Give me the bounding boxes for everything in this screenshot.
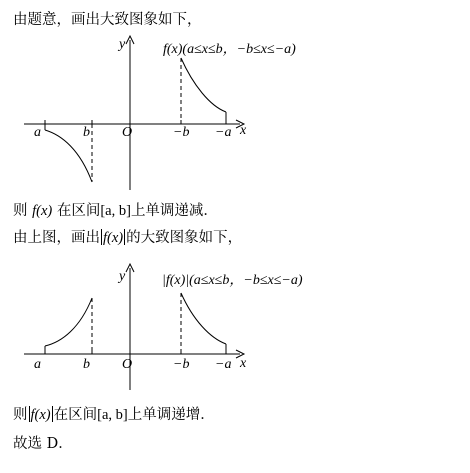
- label-x: x: [240, 356, 247, 371]
- text-line-intro: 由题意，画出大致图象如下，: [13, 12, 202, 28]
- text-line-abs-intro: 由上图，画出 f(x) 的大致图象如下，: [13, 230, 243, 246]
- tick-label-neg-b: −b: [173, 125, 190, 140]
- curve-right: [181, 293, 226, 344]
- tick-label-a: a: [34, 357, 41, 372]
- tick-label-b: b: [83, 357, 90, 372]
- text-line-decreasing: 则 f(x) 在区间[a, b]上单调递减．: [13, 203, 218, 219]
- text-line-increasing: 则 f(x) 在区间[a, b]上单调递增．: [13, 407, 215, 423]
- label-origin: O: [122, 125, 133, 140]
- tick-label-b: b: [83, 125, 90, 140]
- tick-label-neg-b: −b: [173, 357, 190, 372]
- graph-abs-f: [0, 258, 470, 393]
- label-y: y: [119, 37, 126, 52]
- label-origin: O: [122, 357, 133, 372]
- label-y: y: [119, 269, 126, 284]
- curve-right: [181, 58, 226, 112]
- tick-label-neg-a: −a: [215, 125, 232, 140]
- curve-left: [45, 298, 92, 346]
- graph-f: [0, 30, 470, 190]
- graph-annotation: |f(x)|(a≤x≤b，−b≤x≤−a): [162, 273, 303, 288]
- label-x: x: [240, 123, 247, 138]
- tick-label-neg-a: −a: [215, 357, 232, 372]
- tick-label-a: a: [34, 125, 41, 140]
- graph-annotation: f(x)(a≤x≤b，−b≤x≤−a): [163, 42, 296, 57]
- text-line-answer: 故选 D．: [13, 436, 73, 452]
